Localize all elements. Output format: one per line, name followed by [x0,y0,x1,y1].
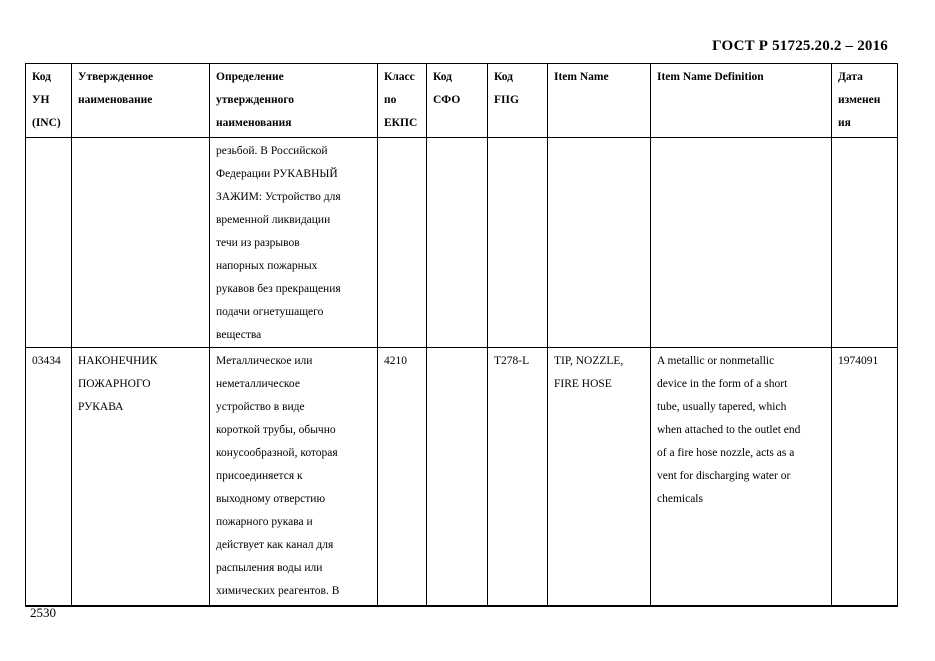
col-header-approved-name: Утвержденное наименование [72,64,210,138]
table-row [26,138,898,348]
col-header-item-definition: Item Name Definition [651,64,832,138]
cell-ekps-class [378,138,427,348]
cell-fiig-code [488,138,548,348]
cell-ekps-class: 4210 [378,348,427,606]
cell-fiig-code: T278-L [488,348,548,606]
standard-title: ГОСТ Р 51725.20.2 – 2016 [712,38,888,54]
cell-approved-name: НАКОНЕЧНИК ПОЖАРНОГО РУКАВА [72,348,210,606]
col-header-ekps-class: Класс по ЕКПС [378,64,427,138]
col-header-change-date: Дата изменен ия [832,64,898,138]
cell-definition: Металлическое или неметаллическое устройство в виде короткой трубы, обычно конусообразной, которая присоединяется к выходному отверстию пожарного рукава и действует как канал для распыления воды или химических реагентов. В [210,348,378,606]
cell-sfo-code [427,138,488,348]
cell-inc-code: 03434 [26,348,72,606]
cell-sfo-code [427,348,488,606]
col-header-inc-code: Код УН (INC) [26,64,72,138]
cell-item-name: TIP, NOZZLE, FIRE HOSE [548,348,651,606]
header-row [26,64,898,138]
col-header-fiig-code: Код FIIG [488,64,548,138]
col-header-item-name: Item Name [548,64,651,138]
cell-definition: резьбой. В Российской Федерации РУКАВНЫЙ ЗАЖИМ: Устройство для временной ликвидации течи из разрывов напорных пожарных рукавов без прекращения подачи огнетушащего вещества [210,138,378,348]
page-number: 2530 [30,605,56,620]
nomenclature-table [25,63,898,607]
cell-change-date: 1974091 [832,348,898,606]
cell-item-definition: A metallic or nonmetallic device in the form of a short tube, usually tapered, which when attached to the outlet end of a fire hose nozzle, acts as a vent for discharging water or chemicals [651,348,832,606]
cell-inc-code [26,138,72,348]
table-row [26,348,898,606]
cell-item-definition [651,138,832,348]
cell-item-name [548,138,651,348]
col-header-definition: Определение утвержденного наименования [210,64,378,138]
cell-change-date [832,138,898,348]
cell-approved-name [72,138,210,348]
col-header-sfo-code: Код СФО [427,64,488,138]
